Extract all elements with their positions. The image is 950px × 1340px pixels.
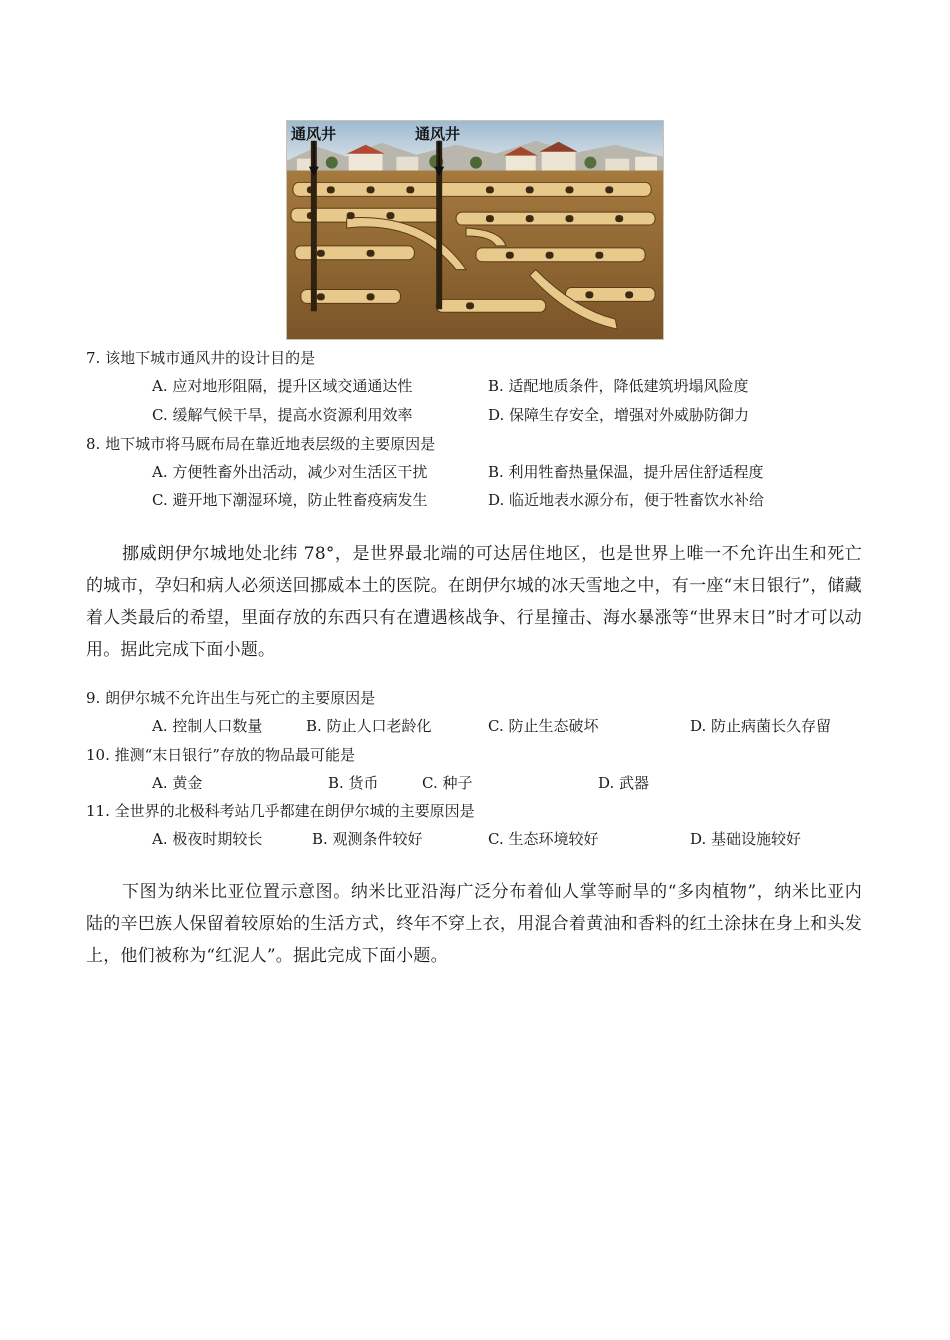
question-11-option-b: B. 观测条件较好 (312, 830, 423, 848)
question-10-stem: 10. 推测“末日银行”存放的物品最可能是 (86, 746, 355, 764)
question-7-option-c: C. 缓解气候干旱，提高水资源利用效率 (152, 406, 413, 424)
question-9-option-c: C. 防止生态破坏 (488, 717, 599, 735)
question-10-option-c: C. 种子 (422, 774, 473, 792)
question-8-stem: 8. 地下城市将马厩布局在靠近地表层级的主要原因是 (86, 435, 436, 453)
question-7-option-b: B. 适配地质条件，降低建筑坍塌风险度 (488, 377, 749, 395)
question-10-option-d: D. 武器 (598, 774, 650, 792)
question-8-option-d: D. 临近地表水源分布，便于牲畜饮水补给 (488, 491, 765, 509)
question-8-option-a: A. 方便牲畜外出活动，减少对生活区干扰 (152, 463, 428, 481)
question-8-option-c: C. 避开地下潮湿环境，防止牲畜疫病发生 (152, 491, 428, 509)
passage-longyearbyen: 挪威朗伊尔城地处北纬 78°，是世界最北端的可达居住地区，也是世界上唯一不允许出生和死亡的城市，孕妇和病人必须送回挪威本土的医院。在朗伊尔城的冰天雪地之中，有一座“末日银行”，储藏着人类最后的希望，里面存放的东西只有在遭遇核战争、行星撞击、海水暴涨等“世界末日”时才可以动用。据此完成下面小题。 (86, 544, 862, 660)
question-9-stem: 9. 朗伊尔城不允许出生与死亡的主要原因是 (86, 689, 376, 707)
underground-city-figure (286, 120, 664, 340)
question-7-option-d: D. 保障生存安全，增强对外威胁防御力 (488, 406, 750, 424)
passage-namibia: 下图为纳米比亚位置示意图。纳米比亚沿海广泛分布着仙人掌等耐旱的“多肉植物”，纳米比亚内陆的辛巴族人保留着较原始的生活方式，终年不穿上衣，用混合着黄油和香料的红土涂抹在身上和头发上，他们被称为“红泥人”。据此完成下面小题。 (86, 882, 862, 966)
question-10-option-a: A. 黄金 (152, 774, 203, 792)
vent-shaft-label-right: 通风井 (415, 125, 461, 143)
question-9-option-d: D. 防止病菌长久存留 (690, 717, 832, 735)
question-9-option-a: A. 控制人口数量 (152, 717, 263, 735)
question-11-stem: 11. 全世界的北极科考站几乎都建在朗伊尔城的主要原因是 (86, 802, 475, 820)
underground-city-illustration (287, 121, 663, 339)
question-11-option-a: A. 极夜时期较长 (152, 830, 263, 848)
vent-shaft-label-left: 通风井 (291, 125, 337, 143)
question-7-stem: 7. 该地下城市通风井的设计目的是 (86, 349, 316, 367)
question-8-option-b: B. 利用牲畜热量保温，提升居住舒适程度 (488, 463, 764, 481)
question-11-option-d: D. 基础设施较好 (690, 830, 802, 848)
question-10-option-b: B. 货币 (328, 774, 379, 792)
question-7-option-a: A. 应对地形阻隔，提升区域交通通达性 (152, 377, 413, 395)
question-9-option-b: B. 防止人口老龄化 (306, 717, 432, 735)
question-11-option-c: C. 生态环境较好 (488, 830, 599, 848)
